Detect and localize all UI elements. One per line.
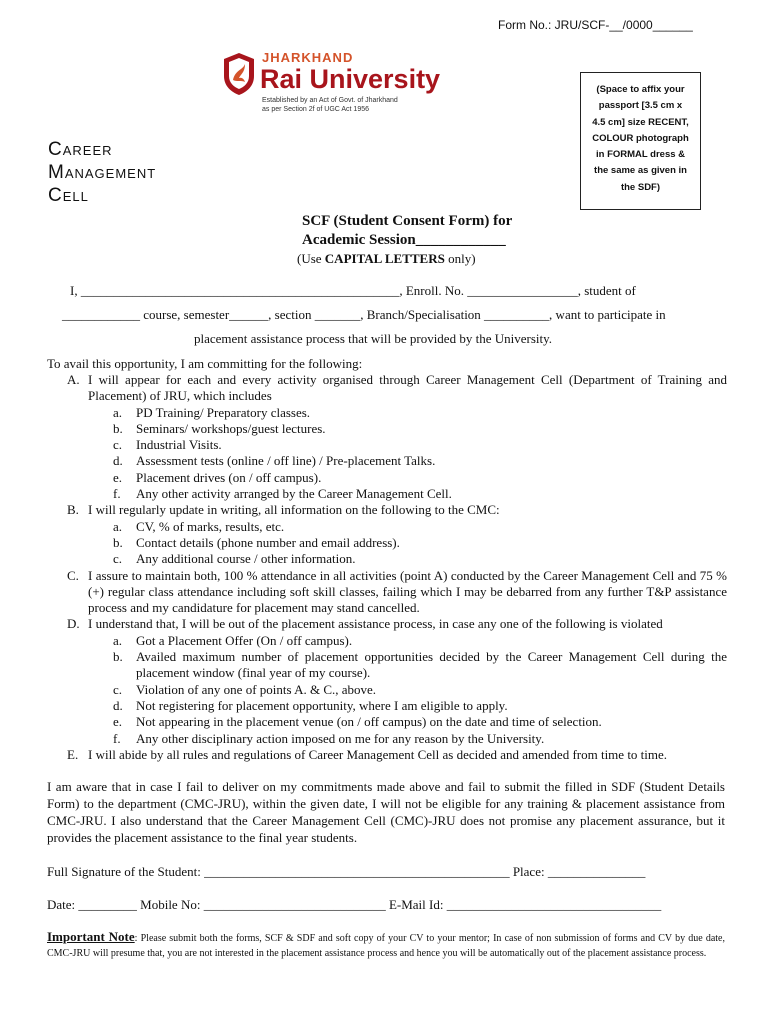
department-line: Management bbox=[48, 162, 157, 183]
logo-top-text: JHARKHAND bbox=[262, 50, 354, 65]
photo-instruction-line: the same as given in bbox=[594, 165, 687, 177]
important-note-text: : Please submit both the forms, SCF & SDF and soft copy of your CV to your mentor; In case of non submission of forms and CV by due date, CMC-JRU will presume that, you are not interested in the placement assistance process and hence you will be automatically out of the placement assistance process. bbox=[47, 933, 725, 959]
note-bold-text: CAPITAL LETTERS bbox=[324, 251, 445, 266]
logo-subtitle: Established by an Act of Govt. of Jharkhand bbox=[262, 97, 398, 104]
commitment-item-text: I will regularly update in writing, all information on the following to the CMC: bbox=[88, 502, 500, 518]
photo-placeholder-box[interactable] bbox=[580, 72, 701, 210]
photo-instruction-line: (Space to affix your bbox=[596, 84, 685, 95]
commitment-item bbox=[47, 747, 727, 763]
note-text: (Use bbox=[297, 251, 325, 266]
department-line: Career bbox=[48, 139, 113, 160]
commitment-subitem-text: Contact details (phone number and email address). bbox=[136, 534, 400, 550]
important-note bbox=[47, 929, 725, 961]
commitment-subitem-text: Assessment tests (online / off line) / Pre-placement Talks. bbox=[136, 453, 436, 469]
commitment-subitem-text: Industrial Visits. bbox=[136, 437, 222, 453]
logo-main-text: Rai University bbox=[260, 64, 441, 94]
commitment-subitem bbox=[47, 405, 727, 421]
commitment-subitem-label: d. bbox=[113, 697, 123, 713]
department-line: Cell bbox=[48, 185, 89, 206]
commitment-subitem bbox=[47, 698, 727, 714]
commitment-subitem-label: a. bbox=[113, 404, 123, 420]
commitment-subitem-label: c. bbox=[113, 681, 123, 697]
photo-instruction-line: COLOUR photograph bbox=[592, 132, 689, 144]
photo-instruction-line: the SDF) bbox=[620, 181, 661, 193]
commitment-item bbox=[47, 568, 727, 617]
signature-place-line[interactable]: Full Signature of the Student: _______________________________________________ Place: _______________ bbox=[47, 864, 646, 879]
commitment-subitem-text: Not registering for placement opportunity, where I am eligible to apply. bbox=[136, 697, 508, 713]
university-logo bbox=[222, 50, 462, 116]
declaration-line-course[interactable]: ____________ course, semester______, section _______, Branch/Specialisation __________, want to participate in bbox=[62, 307, 666, 322]
commitment-subitem bbox=[47, 649, 727, 682]
declaration-line-purpose: placement assistance process that will be provided by the University. bbox=[194, 331, 553, 346]
commitment-subitem bbox=[47, 551, 727, 567]
commitment-subitem-text: Any additional course / other information. bbox=[136, 551, 356, 567]
commitment-item-label: E. bbox=[67, 746, 79, 762]
commitments-intro: To avail this opportunity, I am committing for the following: bbox=[47, 356, 363, 371]
note-text: only) bbox=[444, 251, 476, 266]
commitment-subitem bbox=[47, 633, 727, 649]
commitment-subitem-text: Violation of any one of points A. & C., above. bbox=[136, 681, 377, 697]
commitment-subitem-label: a. bbox=[113, 518, 123, 534]
form-title bbox=[302, 212, 512, 250]
commitment-subitem-text: Any other activity arranged by the Career Management Cell. bbox=[136, 486, 452, 502]
commitment-subitem-label: c. bbox=[113, 551, 123, 567]
commitment-item bbox=[47, 616, 727, 632]
commitments-list bbox=[47, 372, 727, 763]
commitment-subitem-label: b. bbox=[113, 649, 123, 665]
declaration-line-name-enroll[interactable]: I, _________________________________________________, Enroll. No. _________________, student of bbox=[70, 283, 636, 298]
commitment-subitem bbox=[47, 486, 727, 502]
awareness-paragraph: I am aware that in case I fail to deliver on my commitments made above and fail to submit the filled in SDF (Student Details Form) to the department (CMC-JRU), within the given date, I will not be eligible for any training & placement assistance from CMC-JRU. I also understand that the Career Management Cell (CMC)-JRU does not promise any placement assurance, but it provides the placement assistance to the final year students. bbox=[47, 779, 725, 845]
commitment-item-text: I will abide by all rules and regulations of Career Management Cell as decided and amended from time to time. bbox=[88, 746, 668, 762]
commitment-item-label: D. bbox=[67, 616, 80, 632]
commitment-subitem-label: b. bbox=[113, 420, 123, 436]
date-mobile-email-line[interactable]: Date: _________ Mobile No: ____________________________ E-Mail Id: _________________________________ bbox=[47, 897, 662, 912]
commitment-subitem bbox=[47, 470, 727, 486]
commitment-item-label: A. bbox=[67, 372, 80, 387]
photo-instruction-line: passport [3.5 cm x bbox=[598, 100, 683, 112]
logo-subtitle: as per Section 2f of UGC Act 1956 bbox=[262, 106, 370, 113]
commitment-subitem-label: d. bbox=[113, 453, 123, 469]
commitment-item-label: B. bbox=[67, 502, 79, 518]
commitment-subitem-label: f. bbox=[113, 486, 121, 502]
important-note-label: Important Note bbox=[47, 929, 135, 944]
academic-session-field[interactable]: Academic Session____________ bbox=[302, 232, 506, 248]
commitment-subitem-label: e. bbox=[113, 714, 123, 730]
form-title-line: SCF (Student Consent Form) for bbox=[302, 213, 513, 229]
commitment-item-text: I assure to maintain both, 100 % attendance in all activities (point A) conducted by the Career Management Cell and 75 %(+) regular class attendance including soft skill classes, failing which I may be debarred from any further T&P assistance process and my candidature for placement may stand cancelled. bbox=[88, 567, 727, 616]
form-number: Form No.: JRU/SCF-__/0000______ bbox=[498, 18, 693, 32]
commitment-subitem-label: f. bbox=[113, 730, 121, 746]
commitment-subitem-label: e. bbox=[113, 469, 123, 485]
commitment-subitem-text: Not appearing in the placement venue (on / off campus) on the date and time of selection. bbox=[136, 714, 602, 730]
commitment-subitem-text: Any other disciplinary action imposed on me for any reason by the University. bbox=[136, 730, 545, 746]
photo-instruction-line: 4.5 cm] size RECENT, bbox=[592, 116, 689, 128]
commitment-item-text: I understand that, I will be out of the placement assistance process, in case any one of the following is violated bbox=[88, 616, 663, 632]
commitment-subitem-text: Availed maximum number of placement opportunities decided by the Career Management Cell during the placement window (final year of my course). bbox=[136, 649, 727, 681]
commitment-subitem bbox=[47, 437, 727, 453]
commitment-item bbox=[47, 372, 727, 405]
commitment-subitem-text: Placement drives (on / off campus). bbox=[136, 469, 322, 485]
commitment-subitem-label: b. bbox=[113, 534, 123, 550]
commitment-subitem-text: Seminars/ workshops/guest lectures. bbox=[136, 420, 326, 436]
commitment-subitem bbox=[47, 519, 727, 535]
commitment-subitem-text: PD Training/ Preparatory classes. bbox=[136, 404, 311, 420]
commitment-subitem-label: c. bbox=[113, 437, 123, 453]
commitment-subitem bbox=[47, 535, 727, 551]
commitment-subitem-text: Got a Placement Offer (On / off campus). bbox=[136, 632, 353, 648]
commitment-subitem bbox=[47, 453, 727, 469]
commitment-item-label: C. bbox=[67, 567, 79, 583]
department-name bbox=[48, 138, 156, 207]
photo-instruction-line: in FORMAL dress & bbox=[595, 149, 686, 161]
commitment-subitem bbox=[47, 731, 727, 747]
commitment-item bbox=[47, 502, 727, 518]
commitment-subitem bbox=[47, 421, 727, 437]
commitment-subitem bbox=[47, 714, 727, 730]
capital-letters-note bbox=[297, 251, 476, 267]
commitment-subitem-label: a. bbox=[113, 632, 123, 648]
commitment-item-text: I will appear for each and every activity organised through Career Management Cell (Department of Training and Placement) of JRU, which includes bbox=[88, 372, 727, 404]
commitment-subitem bbox=[47, 682, 727, 698]
university-emblem-icon bbox=[222, 52, 256, 96]
commitment-subitem-text: CV, % of marks, results, etc. bbox=[136, 518, 285, 534]
